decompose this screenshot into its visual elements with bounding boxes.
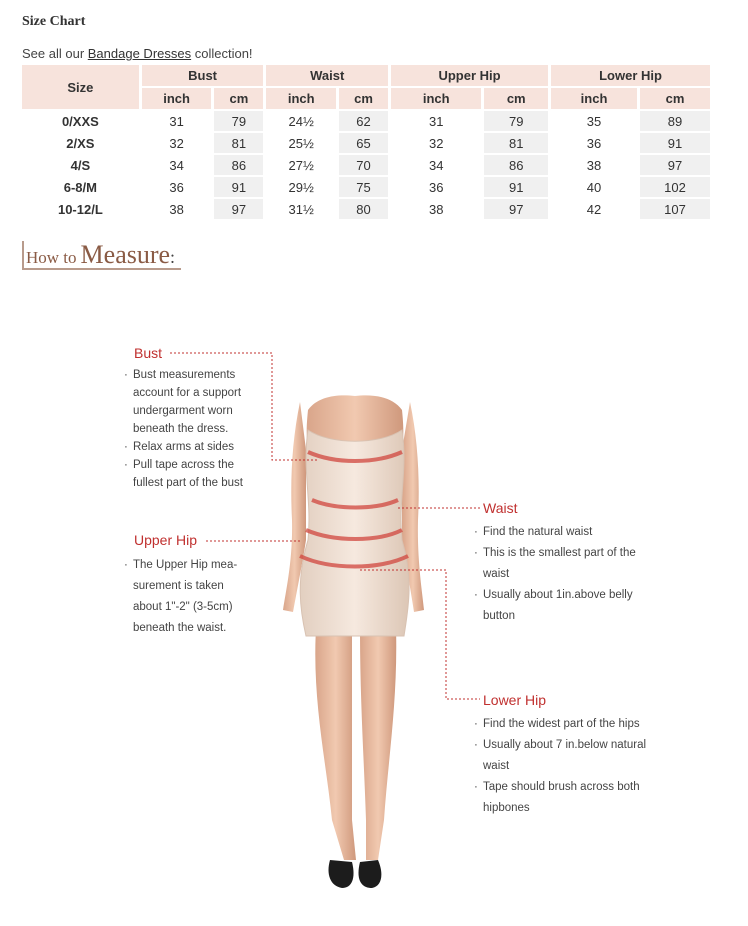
unit-header: inch (391, 88, 481, 109)
bust-bullet: · Pull tape across the fullest part of the bust (124, 456, 264, 492)
upper-hip-bullets (124, 555, 246, 639)
measurement-cell: 75 (339, 177, 388, 197)
measurement-cell: 97 (214, 199, 263, 219)
measurement-cell: 27½ (288, 157, 314, 173)
lower-hip-header: Lower Hip (551, 65, 710, 86)
size-label: 0/XXS (22, 111, 139, 131)
measurement-cell: 34 (428, 157, 444, 173)
bandage-dresses-link[interactable]: Bandage Dresses (87, 46, 192, 61)
size-label: 2/XS (22, 133, 139, 153)
measurement-cell: 31½ (288, 201, 314, 217)
measurement-cell: 36 (586, 135, 602, 151)
size-label: 10-12/L (22, 199, 139, 219)
measurement-cell: 24½ (288, 113, 314, 129)
measurement-cell: 62 (339, 111, 388, 131)
measurement-cell: 38 (586, 157, 602, 173)
unit-header: cm (484, 88, 548, 109)
measurement-cell: 29½ (288, 179, 314, 195)
bust-bullets (124, 366, 264, 492)
lower-hip-bullet: · Usually about 7 in.below natural waist (474, 735, 658, 777)
measurement-cell: 81 (214, 133, 263, 153)
measurement-cell: 79 (484, 111, 548, 131)
unit-header: inch (551, 88, 637, 109)
measurement-cell: 89 (640, 111, 710, 131)
measurement-cell: 31 (428, 113, 444, 129)
measurement-cell: 91 (214, 177, 263, 197)
measurement-cell: 31 (169, 113, 184, 129)
measurement-cell: 91 (640, 133, 710, 153)
see-all-prefix: See all our (22, 46, 88, 61)
measurement-cell: 97 (640, 155, 710, 175)
size-label: 4/S (22, 155, 139, 175)
measurement-cell: 86 (214, 155, 263, 175)
measurement-cell: 86 (484, 155, 548, 175)
measurement-cell: 65 (339, 133, 388, 153)
size-column-header: Size (22, 65, 139, 109)
measurement-cell: 40 (586, 179, 602, 195)
unit-header: cm (339, 88, 388, 109)
waist-bullet: · Find the natural waist (474, 522, 654, 543)
measurement-cell: 32 (428, 135, 444, 151)
see-all-suffix: collection! (191, 46, 253, 61)
waist-header: Waist (266, 65, 388, 86)
waist-heading: Waist (483, 500, 518, 516)
waist-bullet: · Usually about 1in.above belly button (474, 585, 654, 627)
unit-header: inch (266, 88, 336, 109)
measurement-cell: 32 (169, 135, 184, 151)
measurement-cell: 97 (484, 199, 548, 219)
measure-text: Measure (80, 240, 171, 269)
measurement-cell: 70 (339, 155, 388, 175)
measurement-cell: 107 (640, 199, 710, 219)
measurement-cell: 25½ (288, 135, 314, 151)
page-title: Size Chart (22, 14, 86, 29)
measurement-cell: 81 (484, 133, 548, 153)
measurement-cell: 42 (586, 201, 602, 217)
heading-mark: : (170, 247, 176, 267)
waist-bullet: · This is the smallest part of the waist (474, 543, 654, 585)
how-to-text: How to (26, 248, 77, 267)
measurement-cell: 79 (214, 111, 263, 131)
measurement-cell: 38 (428, 201, 444, 217)
upper-hip-heading: Upper Hip (134, 532, 198, 548)
bust-bullet: · Bust measurements account for a support undergarment worn beneath the dress. (124, 366, 264, 438)
unit-header: cm (640, 88, 710, 109)
bust-bullet: · Relax arms at sides (124, 438, 264, 456)
upper-hip-bullet: · The Upper Hip mea-surement is taken about 1"-2" (3-5cm) beneath the waist. (124, 555, 246, 639)
unit-header: inch (142, 88, 212, 109)
measurement-cell: 35 (586, 113, 602, 129)
measurement-cell: 91 (484, 177, 548, 197)
waist-bullets (474, 522, 654, 627)
lower-hip-bullet: · Tape should brush across both hipbones (474, 777, 658, 819)
lower-hip-bullets (474, 714, 658, 819)
measurement-cell: 102 (640, 177, 710, 197)
bust-header: Bust (142, 65, 264, 86)
measurement-cell: 36 (428, 179, 444, 195)
model-figure (283, 395, 424, 888)
lower-hip-heading: Lower Hip (483, 692, 547, 708)
upper-hip-header: Upper Hip (391, 65, 548, 86)
lower-hip-bullet: · Find the widest part of the hips (474, 714, 658, 735)
bust-heading: Bust (134, 345, 163, 361)
unit-header: cm (214, 88, 263, 109)
measurement-cell: 36 (169, 179, 184, 195)
measurement-cell: 38 (169, 201, 184, 217)
size-label: 6-8/M (22, 177, 139, 197)
measurement-cell: 34 (169, 157, 184, 173)
measurement-cell: 80 (339, 199, 388, 219)
